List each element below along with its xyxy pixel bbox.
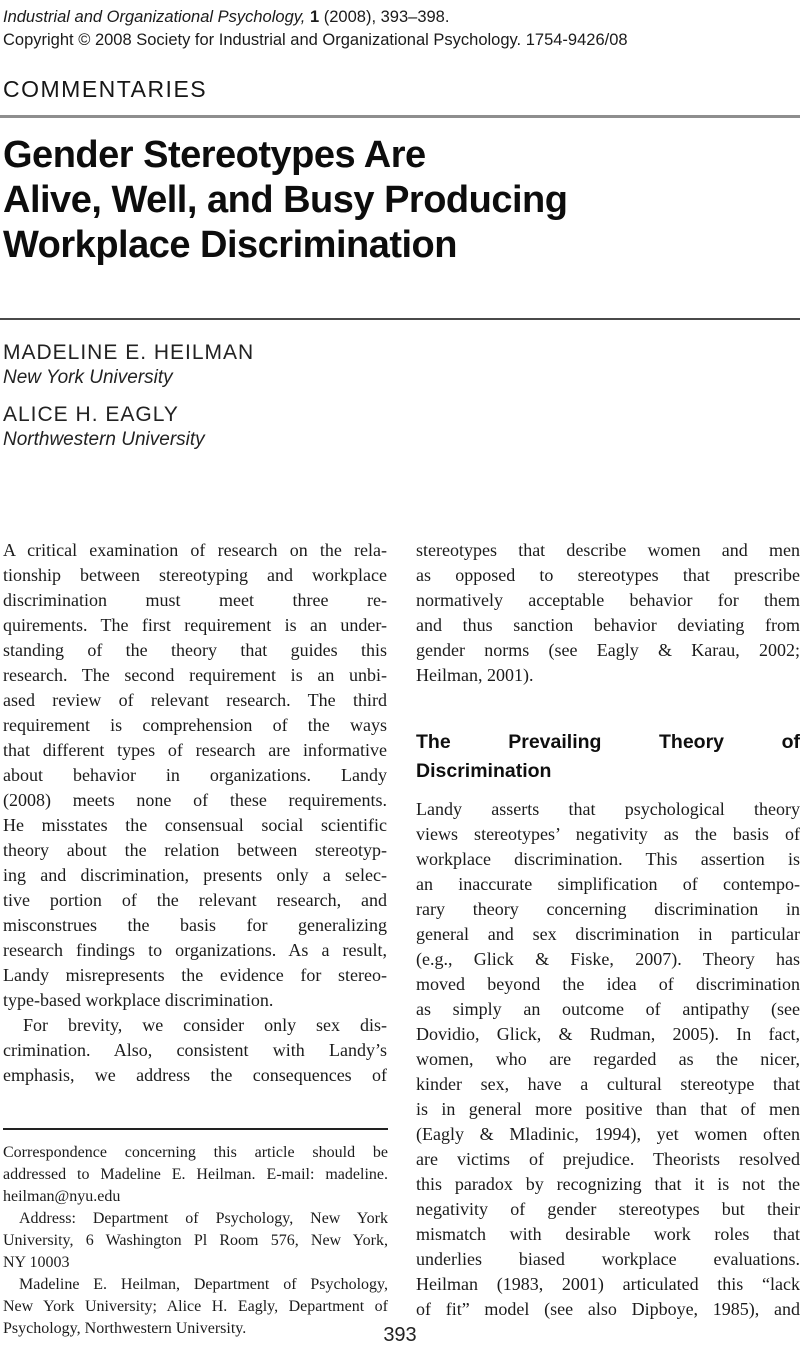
article-title: Gender Stereotypes Are Alive, Well, and Busy Producing Workplace Discrimination (3, 134, 568, 266)
footnote-paragraph: Madeline E. Heilman, Department of Psychology, New York University; Alice H. Eagly, Department of Psychology, Northwestern University. (3, 1276, 388, 1337)
body-paragraph: For brevity, we consider only sex dis- crimination. Also, consistent with Landy’s emphasis, we address the consequences of (3, 1015, 387, 1085)
footnote-paragraph: Correspondence concerning this article should be addressed to Madeline E. Heilman. E-mail: madeline. heilman@nyu.edu (3, 1144, 388, 1205)
copyright-notice: Copyright © 2008 Society for Industrial and Organizational Psychology. 1754-9426/08 (3, 31, 628, 49)
footnote-divider-rule (3, 1128, 388, 1130)
footnote-paragraph: Address: Department of Psychology, New York University, 6 Washington Pl Room 576, New York, NY 10003 (3, 1210, 388, 1271)
journal-header (3, 6, 797, 52)
title-divider-rule (0, 318, 800, 320)
author-entry (3, 340, 254, 390)
journal-citation (3, 6, 797, 29)
author-affiliation: Northwestern University (3, 429, 205, 450)
author-name: MADELINE E. HEILMAN (3, 341, 255, 364)
author-affiliation: New York University (3, 367, 173, 388)
body-paragraph: A critical examination of research on the rela- tionship between stereotyping and workplace discrimination must meet three re- quirements. The first requirement is an under- standing of the theory that guides this research. The second requirement is an unbi- ased review of relevant research. The third requirement is comprehension of the ways that different types of research are informative about behavior in organizations. Landy (2008) meets none of these requirements. He misstates the consensual social scientific theory about the relation between stereotyp- ing and discrimination, presents only a selec- tive portion of the relevant research, and misconstrues the basis for generalizing research findings to organizations. As a result, Landy misrepresents the evidence for stereo- type-based workplace discrimination. (3, 540, 387, 1010)
section-heading: The Prevailing Theory of Discrimination (416, 731, 800, 782)
author-entry (3, 402, 254, 452)
body-paragraph: stereotypes that describe women and men as opposed to stereotypes that prescribe normatively acceptable behavior for them and thus sanction behavior deviating from gender norms (see Eagly & Karau, 2002; Heilman, 2001). (416, 540, 800, 685)
journal-title: Industrial and Organizational Psychology, (3, 8, 306, 26)
page-number: 393 (383, 1324, 417, 1346)
journal-issue-info: (2008), 393–398. (323, 8, 450, 26)
body-paragraph: Landy asserts that psychological theory views stereotypes’ negativity as the basis of workplace discrimination. This assertion is an inaccurate simplification of contempo- rary theory concerning discrimination in general and sex discrimination in particular (e.g., Glick & Fiske, 2007). Theory has moved beyond the idea of discrimination as simply an outcome of antipathy (see Dovidio, Glick, & Rudman, 2005). In fact, women, who are regarded as the nicer, kinder sex, have a cultural stereotype that is in general more positive than that of men (Eagly & Mladinic, 1994), yet women often are victims of prejudice. Theorists resolved this paradox by recognizing that it is not the negativity of gender stereotypes but their mismatch with desirable work roles that underlies biased workplace evaluations. Heilman (1983, 2001) articulated this “lack of fit” model (see also Dipboye, 1985), and (416, 799, 800, 1319)
authors-block (3, 340, 254, 452)
journal-volume: 1 (309, 8, 320, 26)
section-label-commentaries: COMMENTARIES (3, 76, 208, 102)
author-name: ALICE H. EAGLY (3, 403, 179, 426)
right-column (416, 538, 800, 1322)
footnote (3, 1128, 388, 1340)
header-divider-rule (0, 115, 800, 118)
